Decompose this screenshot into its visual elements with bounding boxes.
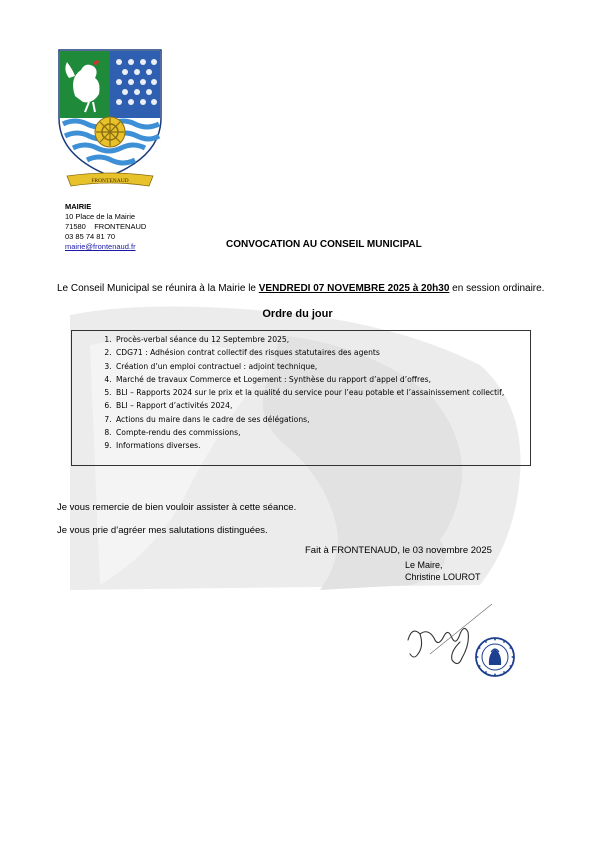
- agenda-item: 2. CDG71 : Adhésion contrat collectif des risques statutaires des agents: [114, 346, 524, 359]
- agenda-item: 7. Actions du maire dans le cadre de ses délégations,: [114, 413, 524, 426]
- agenda-box: [71, 330, 531, 466]
- intro-before: Le Conseil Municipal se réunira à la Mairie le: [57, 283, 259, 294]
- mayor-title: Le Maire,: [405, 560, 443, 570]
- address-email-link[interactable]: mairie@frontenaud.fr: [65, 242, 136, 251]
- meeting-date: VENDREDI 07 NOVEMBRE 2025 à 20h30: [258, 283, 450, 294]
- agenda-list: [72, 331, 530, 453]
- address-line-city: 71580 FRONTENAUD: [65, 222, 147, 231]
- agenda-item: 4. Marché de travaux Commerce et Logement : Synthèse du rapport d’appel d’offres,: [114, 373, 524, 386]
- address-line-phone: 03 85 74 81 70: [65, 232, 116, 241]
- address-line-street: 10 Place de la Mairie: [65, 212, 136, 221]
- intro-after: en session ordinaire.: [449, 283, 545, 294]
- agenda-item: 9. Informations diverses.: [114, 439, 524, 452]
- agenda-item: 6. BLI – Rapport d’activités 2024,: [114, 399, 524, 412]
- place-date: Fait à FRONTENAUD, le 03 novembre 2025: [305, 545, 492, 556]
- agenda-item: 3. Création d’un emploi contractuel : adjoint technique,: [114, 360, 524, 373]
- intro-paragraph: [57, 282, 557, 295]
- coat-banner-text: FRONTENAUD: [91, 178, 129, 184]
- address-line-mairie: MAIRIE: [65, 202, 92, 211]
- regards-paragraph: Je vous prie d’agréer mes salutations distinguées.: [57, 525, 268, 536]
- agenda-item: 1. Procès-verbal séance du 12 Septembre 2025,: [114, 333, 524, 346]
- thanks-paragraph: Je vous remercie de bien vouloir assister à cette séance.: [57, 502, 297, 513]
- agenda-item: 5. BLI – Rapports 2024 sur le prix et la qualité du service pour l’eau potable et l’assainissement collectif,: [114, 386, 524, 399]
- document-title: CONVOCATION AU CONSEIL MUNICIPAL: [226, 239, 422, 250]
- mayor-name: Christine LOUROT: [405, 572, 481, 582]
- agenda-heading: Ordre du jour: [262, 308, 333, 320]
- official-stamp: [474, 636, 516, 678]
- coat-of-arms-logo: [55, 48, 165, 188]
- agenda-item: 8. Compte-rendu des commissions,: [114, 426, 524, 439]
